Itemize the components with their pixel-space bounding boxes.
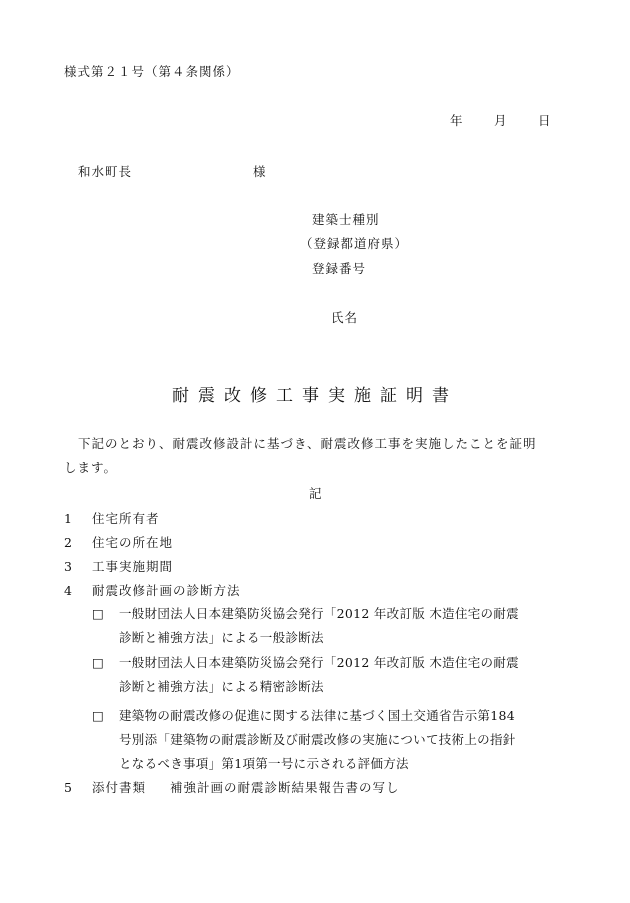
- intro-line-2: します。: [64, 460, 118, 475]
- option-line: 一般財団法人日本建築防災協会発行「2012 年改訂版 木造住宅の耐震: [119, 655, 519, 670]
- option-general-diagnosis: [92, 602, 582, 650]
- registration-number-label: 登録番号: [312, 261, 367, 276]
- date-month-label: 月: [494, 113, 507, 128]
- date-year-label: 年: [450, 113, 463, 128]
- option-ministry-notice: [92, 704, 582, 776]
- addressee-name: 和水町長: [78, 164, 133, 179]
- date-day-label: 日: [538, 113, 551, 128]
- item-number: 4: [64, 583, 73, 598]
- option-line: 一般財団法人日本建築防災協会発行「2012 年改訂版 木造住宅の耐震: [119, 606, 519, 621]
- item-number: 1: [64, 511, 73, 526]
- item-attachments: [64, 778, 400, 796]
- item-diagnosis-method: [64, 581, 241, 599]
- item-label: 工事実施期間: [92, 559, 174, 574]
- item-number: 3: [64, 559, 73, 574]
- checkbox-precise-diagnosis[interactable]: □: [92, 655, 105, 670]
- architect-type-label: 建築士種別: [312, 212, 380, 227]
- checkbox-ministry-notice[interactable]: □: [92, 708, 105, 723]
- option-line: 号別添「建築物の耐震診断及び耐震改修の実施について技術上の指針: [119, 732, 516, 747]
- option-line: となるべき事項」第1項第一号に示される評価方法: [119, 756, 409, 771]
- item-number: 2: [64, 535, 73, 550]
- option-precise-diagnosis: [92, 651, 582, 699]
- ki-heading: 記: [309, 486, 322, 501]
- option-line: 建築物の耐震改修の促進に関する法律に基づく国土交通省告示第184: [119, 708, 515, 723]
- item-owner: [64, 509, 160, 527]
- item-period: [64, 557, 173, 575]
- item-label: 住宅の所在地: [92, 535, 174, 550]
- item-label: 添付書類: [92, 780, 147, 795]
- item-label: 住宅所有者: [92, 511, 160, 526]
- attachment-value: 補強計画の耐震診断結果報告書の写し: [170, 780, 400, 795]
- architect-name-label: 氏名: [331, 310, 359, 325]
- option-line: 診断と補強方法」による一般診断法: [119, 630, 324, 645]
- item-number: 5: [64, 780, 73, 795]
- registration-prefecture-label: （登録都道府県）: [300, 236, 409, 251]
- form-number: 様式第２１号（第４条関係）: [64, 64, 240, 79]
- item-label: 耐震改修計画の診断方法: [92, 583, 241, 598]
- addressee-honorific: 様: [253, 164, 266, 179]
- item-location: [64, 533, 173, 551]
- option-line: 診断と補強方法」による精密診断法: [119, 679, 324, 694]
- intro-line-1: 下記のとおり、耐震改修設計に基づき、耐震改修工事を実施したことを証明: [78, 436, 537, 451]
- checkbox-general-diagnosis[interactable]: □: [92, 606, 105, 621]
- document-title: 耐震改修工事実施証明書: [172, 386, 458, 406]
